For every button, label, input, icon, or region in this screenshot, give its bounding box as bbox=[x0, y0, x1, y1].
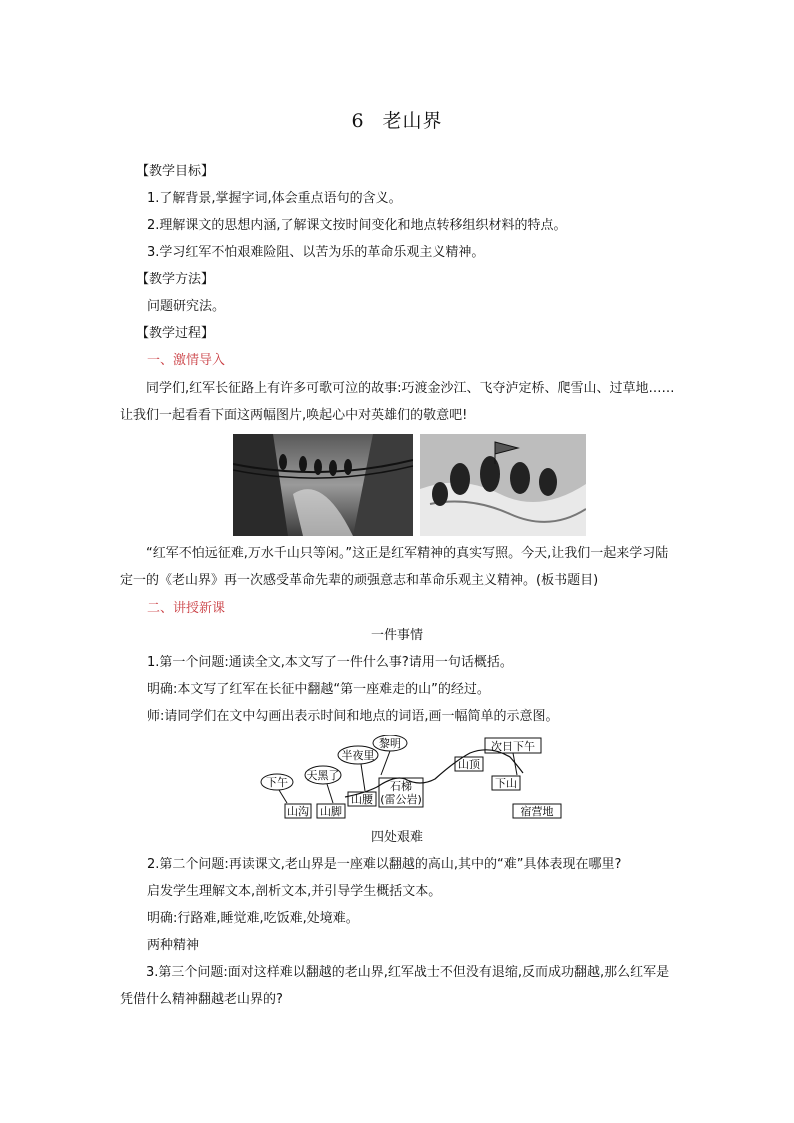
goals-heading: 【教学目标】 bbox=[136, 164, 215, 179]
answer-1: 明确:本文写了红军在长征中翻越“第一座难走的山”的经过。 bbox=[147, 682, 490, 697]
closing-paragraph: “红军不怕远征难,万水千山只等闲。”这正是红军精神的真实写照。今天,让我们一起来学习陆定一的《老山界》再一次感受革命先辈的顽强意志和革命乐观主义精神。(板书题目) bbox=[120, 546, 669, 588]
subheading-one-event: 一件事情 bbox=[370, 628, 423, 643]
place-label-4: 石梯 bbox=[390, 780, 412, 793]
time-label-4: 黎明 bbox=[379, 737, 401, 750]
question-1: 1.第一个问题:通读全文,本文写了一件什么事?请用一句话概括。 bbox=[147, 655, 513, 670]
place-label-7: 下山 bbox=[495, 777, 517, 790]
page-title bbox=[0, 106, 794, 133]
goal-item-2: 2.理解课文的思想内涵,了解课文按时间变化和地点转移组织材料的特点。 bbox=[147, 218, 567, 233]
intro-paragraph: 同学们,红军长征路上有许多可歌可泣的故事:巧渡金沙江、飞夺泸定桥、爬雪山、过草地……让我们一起看看下面这两幅图片,唤起心中对英雄们的敬意吧! bbox=[120, 381, 675, 423]
teacher-guidance: 启发学生理解文本,剖析文本,并引导学生概括文本。 bbox=[147, 884, 442, 899]
question-2: 2.第二个问题:再读课文,老山界是一座难以翻越的高山,其中的“难”具体表现在哪里? bbox=[147, 857, 622, 872]
teacher-instruction: 师:请同学们在文中勾画出表示时间和地点的词语,画一幅简单的示意图。 bbox=[147, 709, 559, 724]
place-label-5: (雷公岩) bbox=[380, 793, 422, 806]
place-label-3: 山腰 bbox=[351, 793, 373, 806]
route-diagram bbox=[255, 735, 575, 825]
bridge-photo bbox=[233, 434, 413, 536]
method-text: 问题研究法。 bbox=[147, 299, 226, 314]
river-crossing-photo bbox=[420, 434, 586, 536]
lesson-title: 老山界 bbox=[382, 110, 443, 132]
method-heading: 【教学方法】 bbox=[136, 272, 215, 287]
section2-heading: 二、讲授新课 bbox=[147, 601, 226, 616]
time-label-5: 次日下午 bbox=[491, 740, 535, 753]
place-label-8: 宿营地 bbox=[520, 805, 554, 818]
place-label-2: 山脚 bbox=[320, 805, 342, 818]
subheading-four-difficulties: 四处艰难 bbox=[370, 830, 423, 845]
subheading-two-spirits: 两种精神 bbox=[147, 938, 200, 953]
process-heading: 【教学过程】 bbox=[136, 326, 215, 341]
time-label-2: 天黑了 bbox=[306, 769, 340, 782]
time-label-3: 半夜里 bbox=[341, 749, 375, 762]
lesson-number: 6 bbox=[351, 110, 365, 132]
time-label-1: 下午 bbox=[266, 776, 288, 789]
goal-item-1: 1.了解背景,掌握字词,体会重点语句的含义。 bbox=[147, 191, 402, 206]
place-label-1: 山沟 bbox=[287, 805, 309, 818]
section1-heading: 一、激情导入 bbox=[147, 353, 226, 368]
answer-2: 明确:行路难,睡觉难,吃饭难,处境难。 bbox=[147, 911, 359, 926]
question-3: 3.第三个问题:面对这样难以翻越的老山界,红军战士不但没有退缩,反而成功翻越,那么红军是凭借什么精神翻越老山界的? bbox=[120, 965, 670, 1007]
goal-item-3: 3.学习红军不怕艰难险阻、以苦为乐的革命乐观主义精神。 bbox=[147, 245, 485, 260]
place-label-6: 山顶 bbox=[458, 758, 480, 771]
